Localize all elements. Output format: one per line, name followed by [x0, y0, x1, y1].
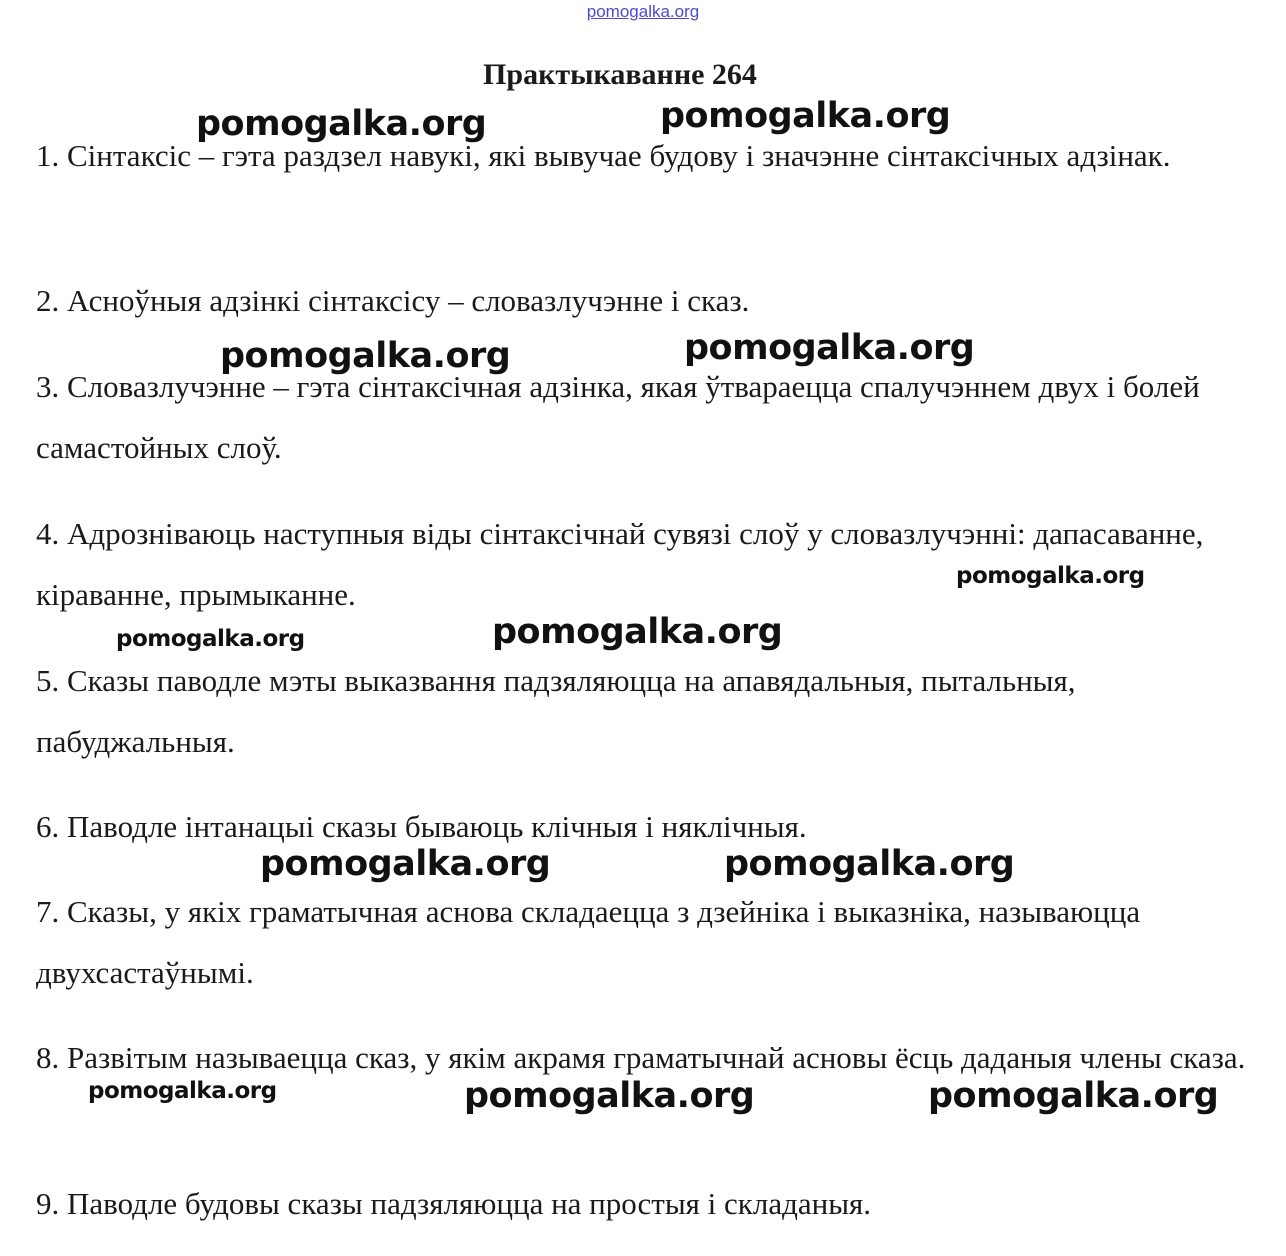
paragraph-7: 7. Сказы, у якіх граматычная аснова складаецца з дзейніка і выказніка, называюцца двухсастаўнымі. — [36, 894, 1141, 990]
watermark: pomogalka.org — [196, 104, 487, 144]
paragraph-1: 1. Сінтаксіс – гэта раздзел навукі, які вывучае будову і значэнне сінтаксічных адзінак. — [36, 138, 1171, 173]
watermark: pomogalka.org — [260, 844, 551, 884]
site-link[interactable]: pomogalka.org — [586, 2, 700, 21]
watermark: pomogalka.org — [956, 563, 1145, 589]
watermark: pomogalka.org — [88, 1078, 277, 1104]
watermark: pomogalka.org — [116, 626, 305, 652]
watermark: pomogalka.org — [928, 1076, 1219, 1116]
paragraph-3: 3. Словазлучэнне – гэта сінтаксічная адзінка, якая ўтвараецца спалучэннем двух і болей самастойных слоў. — [36, 369, 1200, 465]
page-title: Практыкаванне 264 — [483, 58, 757, 91]
watermark: pomogalka.org — [684, 328, 975, 368]
paragraph-8: 8. Развітым называецца сказ, у якім акрамя граматычнай асновы ёсць даданыя члены сказа. — [36, 1040, 1246, 1075]
watermark: pomogalka.org — [492, 612, 783, 652]
paragraph-5: 5. Сказы паводле мэты выказвання падзяляюцца на апавядальныя, пытальныя, пабуджальныя. — [36, 663, 1076, 759]
paragraph-6: 6. Паводле інтанацыі сказы бываюць клічныя і няклічныя. — [36, 809, 807, 844]
watermark: pomogalka.org — [464, 1076, 755, 1116]
watermark: pomogalka.org — [220, 336, 511, 376]
paragraph-4: 4. Адрозніваюць наступныя віды сінтаксічнай сувязі слоў у словазлучэнні: дапасаванне, кіраванне, прымыканне. — [36, 516, 1204, 612]
watermark: pomogalka.org — [724, 844, 1015, 884]
paragraph-2: 2. Асноўныя адзінкі сінтаксісу – словазлучэнне і сказ. — [36, 283, 750, 318]
watermark: pomogalka.org — [660, 96, 951, 136]
paragraph-9: 9. Паводле будовы сказы падзяляюцца на простыя і складаныя. — [36, 1186, 872, 1221]
